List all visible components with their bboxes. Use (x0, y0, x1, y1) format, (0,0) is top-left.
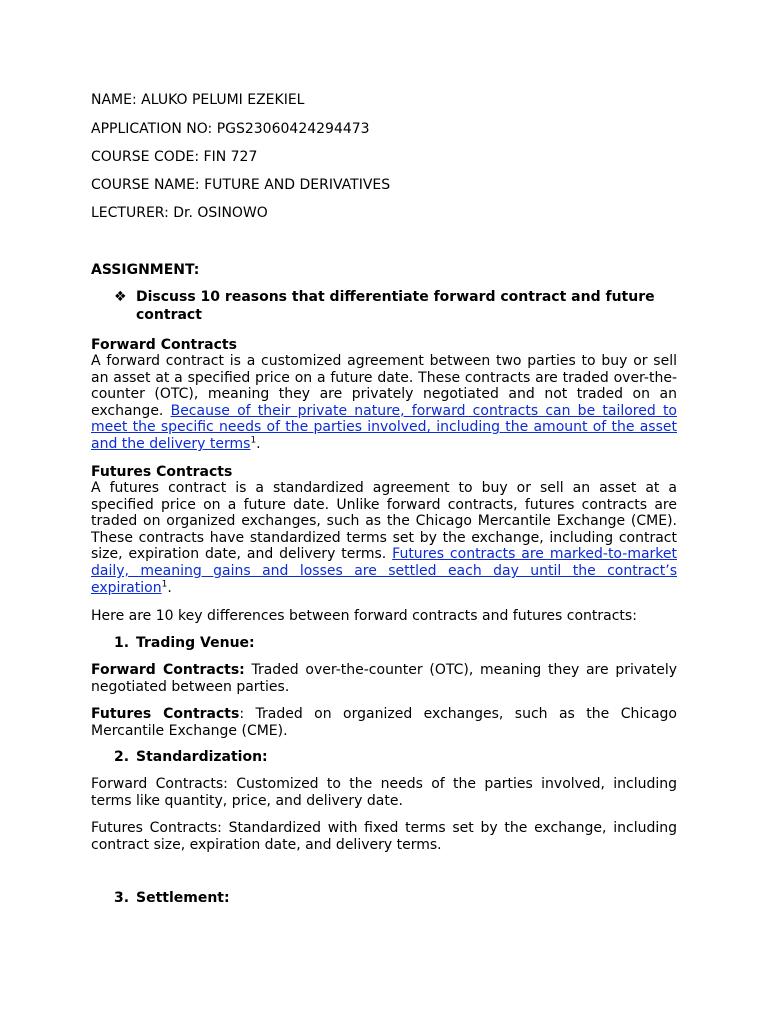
forward-text: A forward contract is a customized agreement between two parties to buy or sell an asset at a specified price on a future date. These contracts are traded over-the-counter (OTC), meaning they are privately negotiated and not traded on an exchange. (91, 353, 677, 419)
question-text: Discuss 10 reasons that differentiate forward contract and future contract (136, 289, 655, 323)
forward-footnote[interactable]: 1 (250, 435, 257, 446)
section-title: Settlement: (136, 890, 230, 906)
futures-heading: Futures Contracts (91, 464, 233, 480)
section-title: Trading Venue: (136, 635, 255, 651)
lecturer: LECTURER: Dr. OSINOWO (91, 205, 268, 221)
futures-paragraph (91, 480, 677, 596)
futures-description: : Traded on organized exchanges, such as the Chicago Mercantile Exchange (CME). (91, 706, 677, 739)
section-number: 1. (114, 635, 130, 651)
forward-end: . (256, 435, 261, 452)
forward-description: Traded over-the-counter (OTC), meaning they are privately negotiated between parties. (91, 662, 677, 695)
differences-intro: Here are 10 key differences between forward contracts and futures contracts: (91, 608, 637, 624)
section-2-title (114, 749, 268, 766)
forward-citation-link[interactable]: Because of their private nature, forward contracts can be tailored to meet the specific needs of the parties involved, including the amount of the asset and the delivery terms (91, 402, 677, 452)
diamond-bullet-icon: ❖ (114, 289, 127, 305)
forward-heading: Forward Contracts (91, 337, 237, 353)
section-1-title (114, 635, 255, 652)
course-code: COURSE CODE: FIN 727 (91, 149, 258, 165)
application-number: APPLICATION NO: PGS23060424294473 (91, 121, 370, 137)
section-number: 2. (114, 749, 130, 765)
section-1-futures (91, 706, 677, 739)
section-2-forward: Forward Contracts: Customized to the needs of the parties involved, including terms like quantity, price, and delivery date. (91, 776, 677, 809)
section-1-forward (91, 662, 677, 695)
student-name: NAME: ALUKO PELUMI EZEKIEL (91, 92, 305, 108)
section-3-title (114, 890, 230, 907)
futures-label: Futures Contracts (91, 706, 240, 722)
section-title: Standardization: (136, 749, 268, 765)
forward-paragraph (91, 353, 677, 453)
course-name: COURSE NAME: FUTURE AND DERIVATIVES (91, 177, 391, 193)
section-2-futures: Futures Contracts: Standardized with fixed terms set by the exchange, including contract size, expiration date, and delivery terms. (91, 820, 677, 853)
section-number: 3. (114, 890, 130, 906)
forward-label: Forward Contracts: (91, 662, 245, 678)
futures-text: A futures contract is a standardized agreement to buy or sell an asset at a specified price on a future date. Unlike forward contracts, futures contracts are traded on organized exchanges, such as the Chicago Mercantile Exchange (CME). These contracts have standardized terms set by the exchange, including contract size, expiration date, and delivery terms. (91, 480, 677, 563)
futures-end: . (167, 579, 172, 596)
futures-footnote[interactable]: 1 (161, 578, 168, 589)
futures-citation-link[interactable]: Futures contracts are marked-to-market daily, meaning gains and losses are settled each day until the contract’s expiration (91, 546, 677, 596)
assignment-label: ASSIGNMENT: (91, 262, 200, 278)
